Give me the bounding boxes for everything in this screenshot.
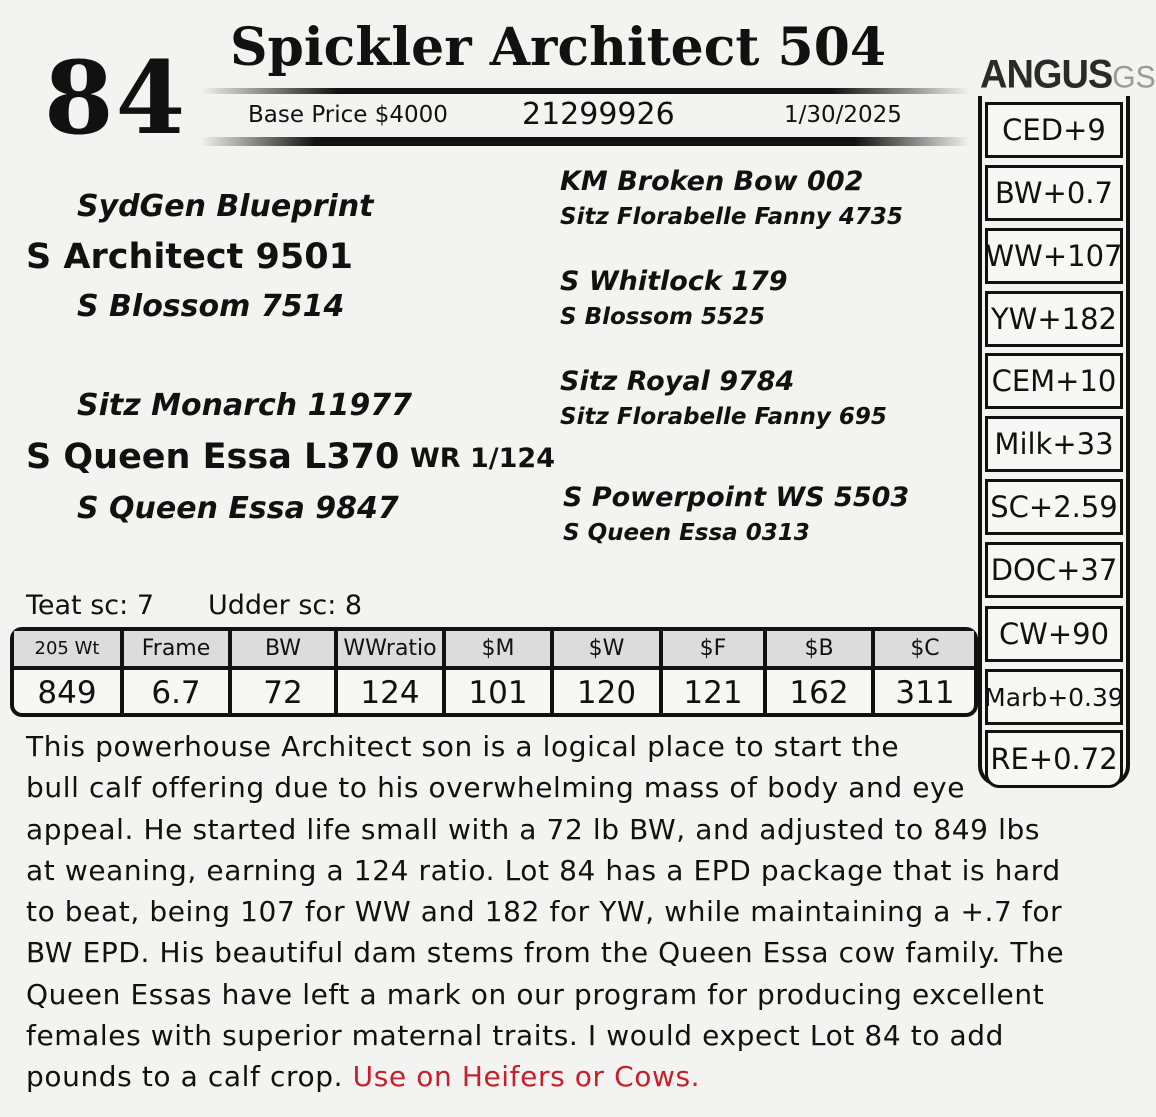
bull-name-title: Spickler Architect 504 bbox=[230, 17, 887, 78]
table-header: 205 Wt bbox=[14, 631, 124, 666]
epd-re: RE+0.72 bbox=[985, 730, 1123, 788]
epd-milk: Milk+33 bbox=[985, 416, 1123, 472]
epd-sc: SC+2.59 bbox=[985, 479, 1123, 535]
lot-description bbox=[26, 726, 1126, 1098]
pedigree-dam: S Queen Essa L370 bbox=[26, 437, 400, 477]
description-line bbox=[26, 1056, 1126, 1097]
epd-ced: CED+9 bbox=[985, 102, 1123, 158]
description-line: This powerhouse Architect son is a logical place to start the bbox=[26, 730, 900, 763]
pedigree-great-granddam: S Queen Essa 0313 bbox=[563, 520, 810, 546]
registration-number: 21299926 bbox=[522, 97, 675, 132]
table-cell: 124 bbox=[338, 670, 446, 717]
pedigree-dam-dam: S Queen Essa 9847 bbox=[77, 491, 399, 526]
usage-recommendation: Use on Heifers or Cows. bbox=[352, 1060, 701, 1094]
epd-yw: YW+182 bbox=[985, 291, 1123, 347]
header-rule-bottom bbox=[200, 137, 970, 146]
description-last-text: pounds to a calf crop. bbox=[26, 1060, 344, 1094]
description-line: appeal. He started life small with a 72 lb BW, and adjusted to 849 lbs bbox=[26, 812, 1041, 846]
epd-bw: BW+0.7 bbox=[985, 165, 1123, 221]
table-header: $F bbox=[663, 631, 767, 666]
pedigree-great-grandsire: Sitz Royal 9784 bbox=[560, 366, 795, 397]
epd-doc: DOC+37 bbox=[985, 542, 1123, 598]
epd-cem: CEM+10 bbox=[985, 353, 1123, 409]
udder-score: Udder sc: 8 bbox=[208, 590, 363, 621]
dam-weaning-ratio: WR 1/124 bbox=[410, 443, 555, 474]
epd-marb: Marb+0.39 bbox=[985, 669, 1123, 725]
table-cell: 162 bbox=[767, 670, 875, 717]
epd-cw: CW+90 bbox=[985, 606, 1123, 662]
description-line: females with superior maternal traits. I would expect Lot 84 to add bbox=[26, 1019, 1005, 1053]
table-header: $W bbox=[554, 631, 663, 666]
description-line: to beat, being 107 for WW and 182 for YW, while maintaining a +.7 for bbox=[26, 895, 1063, 929]
table-header: Frame bbox=[124, 631, 232, 666]
table-cell: 101 bbox=[446, 670, 554, 717]
table-header: $B bbox=[767, 631, 875, 666]
epd-ww: WW+107 bbox=[985, 228, 1123, 284]
table-cell: 121 bbox=[663, 670, 767, 717]
header-rule-top bbox=[200, 88, 970, 94]
pedigree-great-grandsire: S Whitlock 179 bbox=[560, 266, 788, 297]
lot-number: 84 bbox=[44, 39, 188, 157]
table-cell: 72 bbox=[232, 670, 338, 717]
pedigree-dam-sire: Sitz Monarch 11977 bbox=[77, 388, 412, 423]
table-header: BW bbox=[232, 631, 338, 666]
pedigree-great-granddam: Sitz Florabelle Fanny 695 bbox=[560, 404, 887, 430]
table-cell: 120 bbox=[554, 670, 663, 717]
pedigree-great-granddam: S Blossom 5525 bbox=[560, 304, 765, 330]
pedigree-great-grandsire: S Powerpoint WS 5503 bbox=[563, 482, 910, 513]
pedigree-sire: S Architect 9501 bbox=[26, 237, 353, 277]
description-line: at weaning, earning a 124 ratio. Lot 84 has a EPD package that is hard bbox=[26, 853, 1061, 887]
pedigree-great-granddam: Sitz Florabelle Fanny 4735 bbox=[560, 204, 903, 230]
table-header: $C bbox=[910, 635, 940, 661]
angus-gs-logo: ANGUSGS bbox=[980, 52, 1156, 98]
birth-date: 1/30/2025 bbox=[784, 102, 902, 128]
description-line: BW EPD. His beautiful dam stems from the Queen Essa cow family. The bbox=[26, 936, 1065, 970]
description-line: Queen Essas have left a mark on our program for producing excellent bbox=[26, 977, 1045, 1011]
pedigree-great-grandsire: KM Broken Bow 002 bbox=[560, 166, 864, 197]
base-price: Base Price $4000 bbox=[248, 102, 448, 128]
table-cell: 6.7 bbox=[124, 670, 232, 717]
table-header: $M bbox=[446, 631, 554, 666]
pedigree-sire-sire: SydGen Blueprint bbox=[77, 189, 374, 224]
performance-table bbox=[10, 627, 978, 717]
table-cell: 311 bbox=[895, 675, 955, 711]
description-line: bull calf offering due to his overwhelming mass of body and eye bbox=[26, 771, 966, 805]
table-header: WWratio bbox=[338, 631, 446, 666]
teat-score: Teat sc: 7 bbox=[26, 590, 154, 621]
table-cell: 849 bbox=[14, 670, 124, 717]
pedigree-sire-dam: S Blossom 7514 bbox=[77, 289, 345, 324]
